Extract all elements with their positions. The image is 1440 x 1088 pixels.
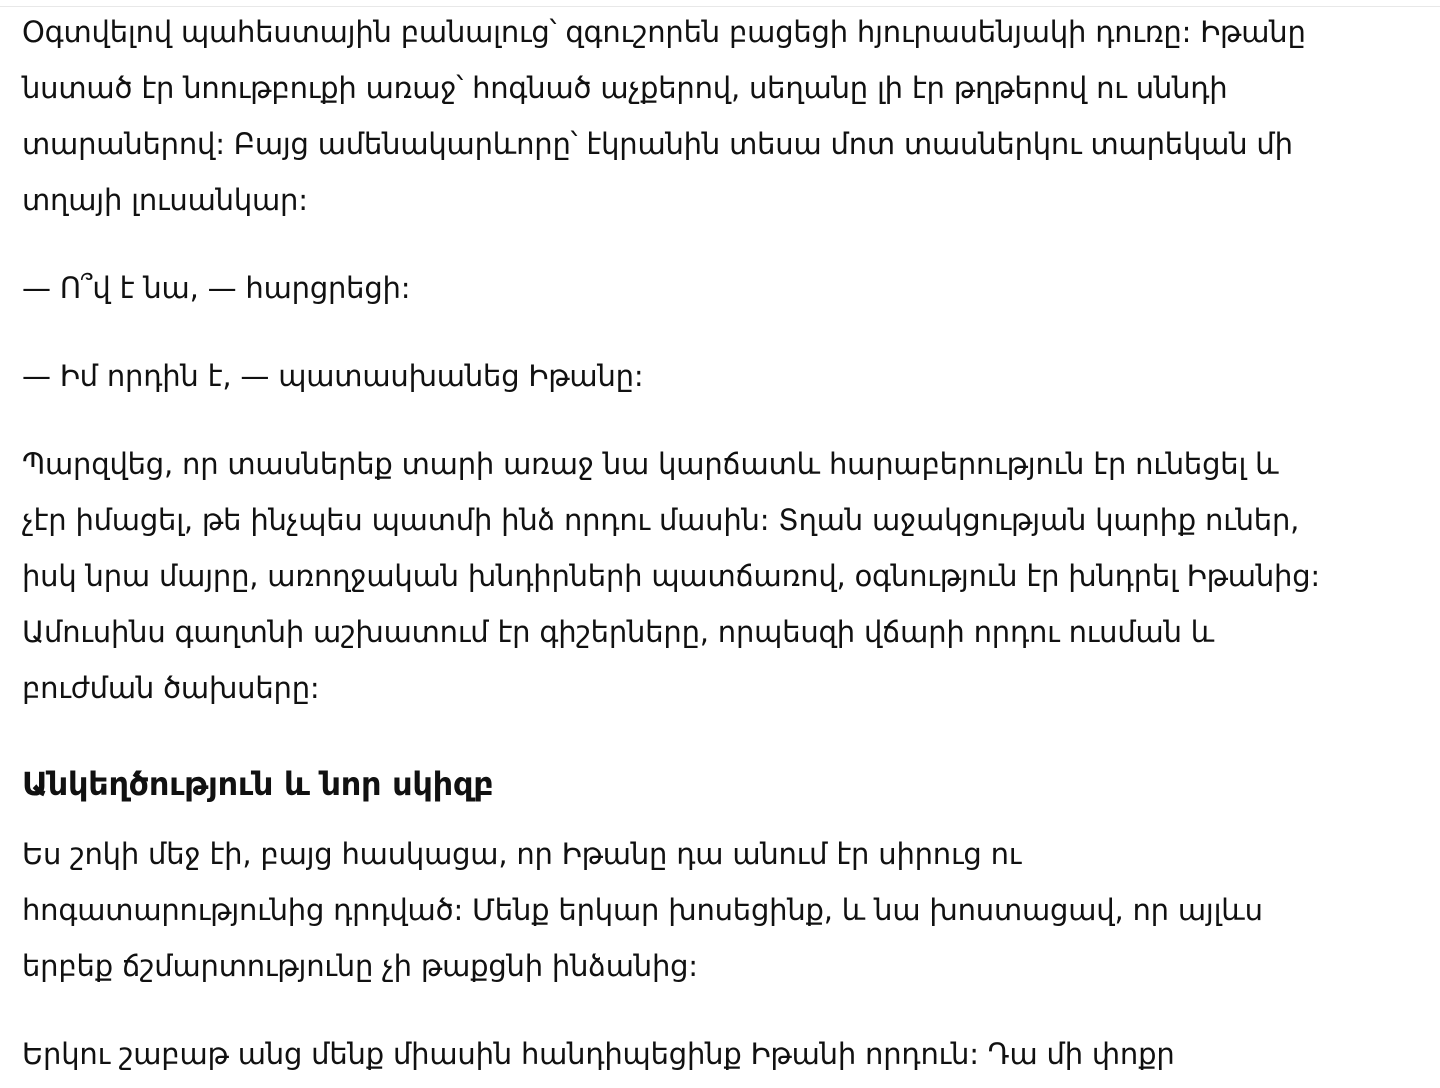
article-paragraph: Ես շոկի մեջ էի, բայց հասկացա, որ Իթանը դա անում էր սիրուց ու հոգատարությունից դրդված: Մենք երկար խոսեցինք, և նա խոստացավ, որ այլևս երբեք ճշմարտությունը չի թաքցնի ինձանից: [22,837,1263,983]
section-heading: Անկեղծություն և նոր սկիզբ [22,765,494,803]
article-body [22,4,1322,1082]
article-paragraph: Երկու շաբաթ անց մենք միասին հանդիպեցինք Իթանի որդուն: Դա մի փոքր [22,1037,1175,1071]
article-paragraph: — Ո՞վ է նա, — հարցրեցի: [22,271,411,305]
article-paragraph: — Իմ որդին է, — պատասխանեց Իթանը: [22,359,644,393]
article-paragraph: Պարզվեց, որ տասներեք տարի առաջ նա կարճատև հարաբերություն էր ունեցել և չէր իմացել, թե ինչպես պատմի ինձ որդու մասին: Տղան աջակցության կարիք ուներ, իսկ նրա մայրը, առողջական խնդիրների պատճառով, օգնություն էր խնդրել Իթանից: Ամուսինս գաղտնի աշխատում էր գիշերները, որպեսզի վճարի որդու ուսման և բուժման ծախսերը: [22,447,1320,705]
article-paragraph: Օգտվելով պահեստային բանալուց՝ զգուշորեն բացեցի հյուրասենյակի դուռը: Իթանը նստած էր նոութբուքի առաջ՝ հոգնած աչքերով, սեղանը լի էր թղթերով ու սննդի տարաներով: Բայց ամենակարևորը՝ էկրանին տեսա մոտ տասներկու տարեկան մի տղայի լուսանկար: [22,15,1306,217]
